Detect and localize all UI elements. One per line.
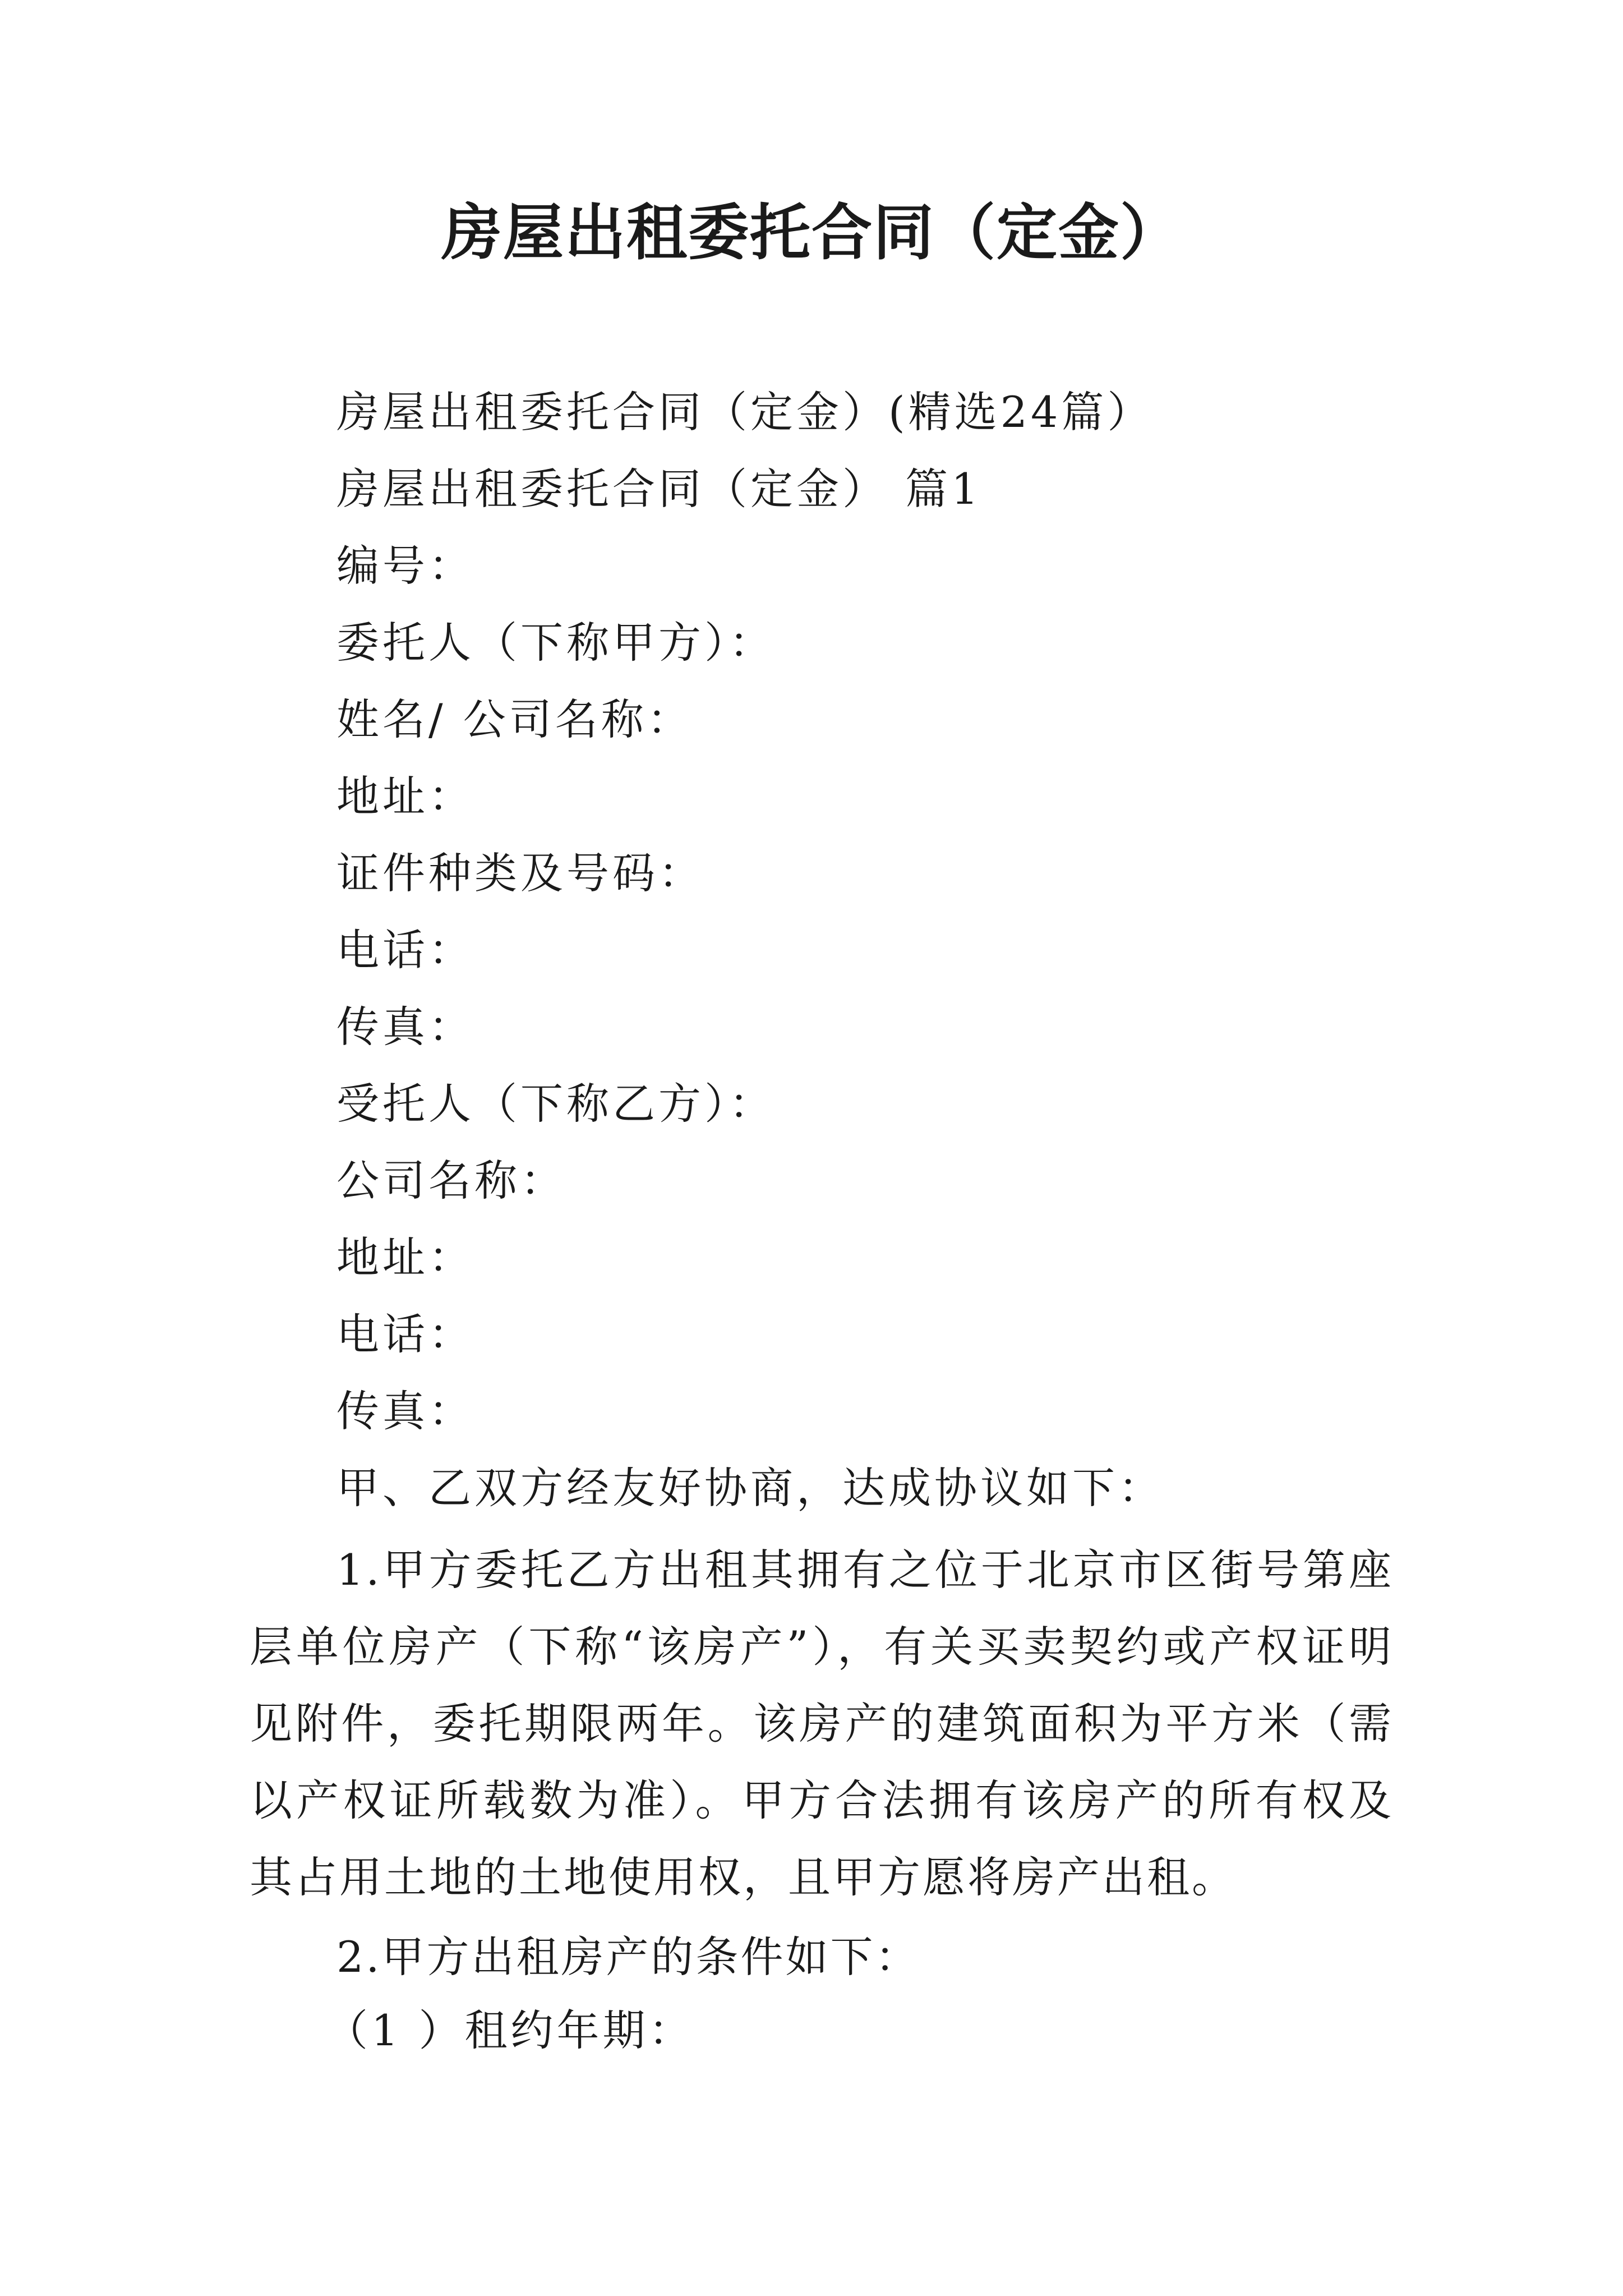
field-name-company: 姓名/ 公司名称： — [336, 694, 693, 744]
field-agent-phone: 电话： — [336, 1309, 474, 1359]
field-agent-address: 地址： — [336, 1232, 474, 1282]
field-phone: 电话： — [336, 925, 474, 975]
clause-2: 2.甲方出租房产的条件如下： — [336, 1932, 920, 1982]
field-number: 编号： — [336, 541, 474, 591]
agreement-intro: 甲、乙双方经友好协商，达成协议如下： — [336, 1463, 1164, 1513]
principal-heading: 委托人（下称甲方）： — [336, 618, 775, 668]
field-agent-fax: 传真： — [336, 1386, 474, 1436]
field-company-name: 公司名称： — [336, 1156, 566, 1205]
field-address: 地址： — [336, 771, 474, 821]
section-heading: 房屋出租委托合同（定金） 篇1 — [336, 464, 982, 514]
clause-1: 1.甲方委托乙方出租其拥有之位于北京市区街号第座层单位房产（下称“该房产”），有关买卖契约或产权证明见附件，委托期限两年。该房产的建筑面积为平方米（需以产权证所载数为准）。甲方合法拥有该房产的所有权及其占用土地的土地使用权，且甲方愿将房产出租。 — [250, 1545, 1394, 1902]
document-title: 房屋出租委托合同（定金） — [441, 197, 1182, 268]
field-id-type-number: 证件种类及号码： — [336, 848, 704, 898]
field-fax: 传真： — [336, 1002, 474, 1052]
document-subtitle: 房屋出租委托合同（定金）(精选24篇） — [336, 387, 1154, 437]
clause-2-item-1: （1 ）租约年期： — [325, 2005, 695, 2055]
agent-heading: 受托人（下称乙方）： — [336, 1079, 775, 1129]
